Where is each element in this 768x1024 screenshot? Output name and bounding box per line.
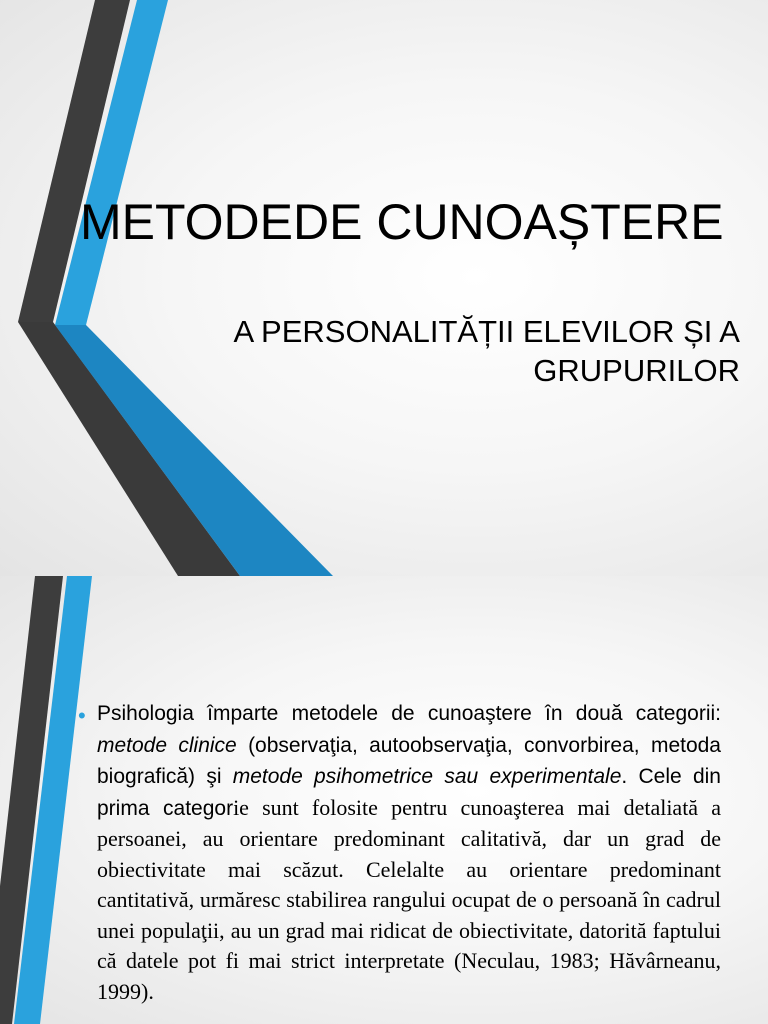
paragraph-segment-psychometric-methods: metode psihometrice sau experimentale — [232, 765, 622, 788]
slide-title: METODEDE CUNOAȘTERE — [80, 194, 724, 250]
paragraph-segment-3: (observaţia, autoobservaţia, convorbirea, metoda biografică) şi — [97, 733, 721, 788]
paragraph-segment-7: ie sunt folosite pentru cunoaşterea mai detaliată a persoanei, au orientare predominant calitativă, dar un grad de obiectivitate mai scăzut. Celelalte au orientare predominant cantitativă, urmăresc stabilirea rangului ocupat de o persoană în cadrul unei populaţii, au un grad mai ridicat de obiectivitate, datorită faptului că datele pot fi mai strict interpretate (Neculau, 1983; Hăvârneanu, 1999). — [97, 794, 721, 1004]
slide-subtitle — [90, 312, 740, 390]
paragraph-segment-1: Psihologia împarte metodele de cunoaştere în două categorii: — [97, 702, 721, 725]
subtitle-line-2: GRUPURILOR — [533, 353, 740, 388]
subtitle-line-1: A PERSONALITĂȚII ELEVILOR ȘI A — [233, 314, 740, 349]
paragraph-segment-5: . Cele din prima — [97, 765, 721, 820]
paragraph-segment-6: categor — [163, 796, 234, 820]
paragraph-segment-clinical-methods: metode clinice — [97, 733, 237, 757]
bullet-marker: • — [78, 703, 86, 728]
content-slide — [0, 576, 768, 1024]
bullet-paragraph — [97, 698, 721, 1007]
